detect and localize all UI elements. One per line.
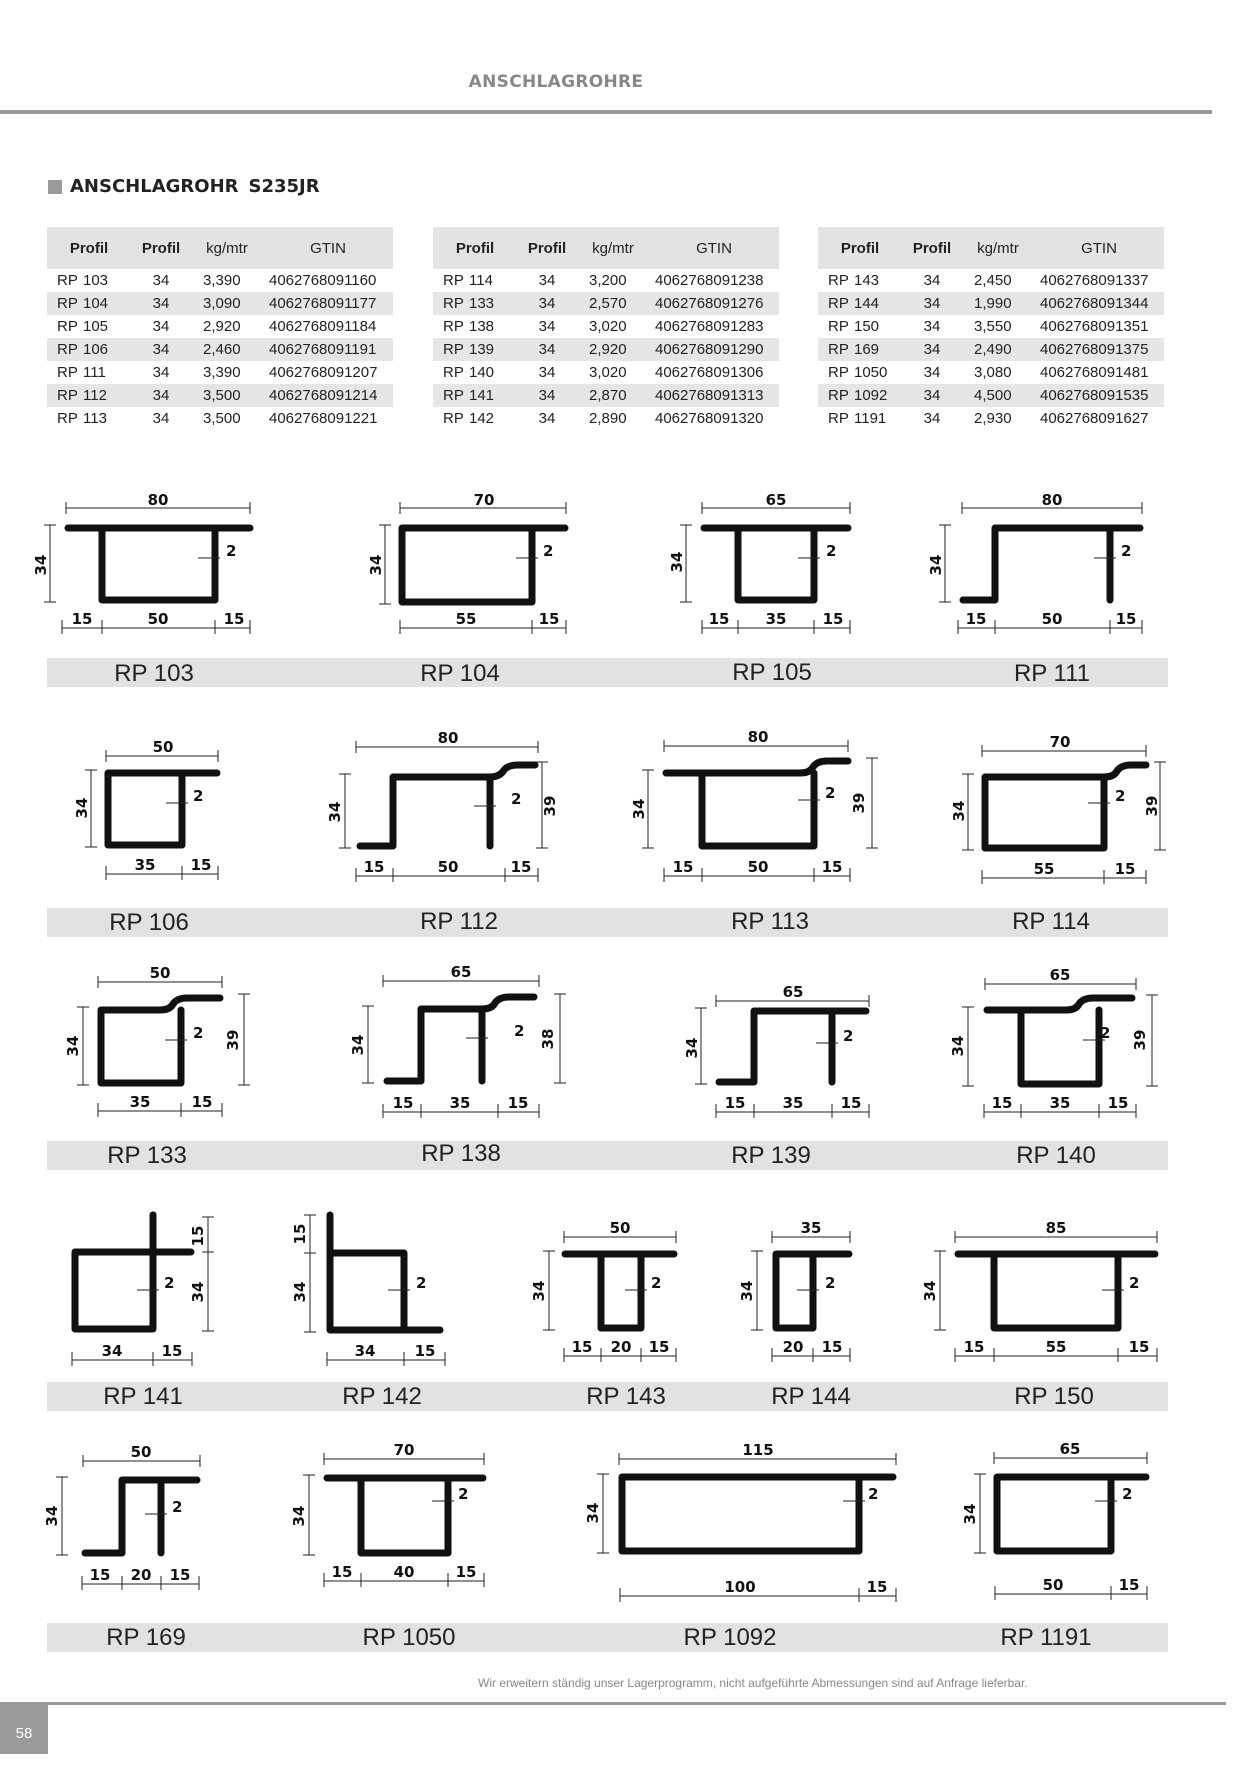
profile-rp143-drawing xyxy=(530,1219,676,1362)
dim-height-2: 39 xyxy=(541,795,559,817)
dim-mid: 100 xyxy=(724,1578,756,1596)
gtin-cell: 4062768091306 xyxy=(655,364,764,381)
dim-height: 34 xyxy=(326,801,344,823)
dim-mid: 40 xyxy=(393,1563,415,1581)
profile-number-cell: 113 xyxy=(83,410,107,427)
dim-height: 34 xyxy=(950,800,968,822)
dim-right: 15 xyxy=(538,610,560,628)
dim-right: 15 xyxy=(821,1338,843,1356)
profile-label: RP 138 xyxy=(421,1140,501,1167)
profile-prefix-cell: RP xyxy=(47,384,83,407)
dim-thickness: 2 xyxy=(868,1485,879,1503)
dim-thickness: 2 xyxy=(1129,1274,1140,1292)
gtin-cell: 4062768091337 xyxy=(1040,272,1149,289)
dim-height: 34 xyxy=(949,1035,967,1057)
profile-number-cell: 139 xyxy=(469,338,517,361)
dim-thickness: 2 xyxy=(514,1022,525,1040)
col-header-gtin: GTIN xyxy=(1034,227,1164,269)
profile-height-cell: 34 xyxy=(152,364,170,381)
profile-prefix-cell: RP xyxy=(818,292,854,315)
gtin-cell: 4062768091238 xyxy=(655,272,764,289)
col-header-profil: Profil xyxy=(818,227,902,269)
col-header-kg: kg/mtr xyxy=(191,227,263,269)
dim-height: 34 xyxy=(921,1280,939,1302)
dim-height: 34 xyxy=(367,554,385,576)
dim-thickness: 2 xyxy=(1121,542,1132,560)
profile-label: RP 150 xyxy=(1014,1383,1094,1410)
profile-number-cell: 103 xyxy=(83,272,109,289)
gtin-cell: 4062768091344 xyxy=(1034,292,1164,315)
profile-number-cell: 143 xyxy=(854,272,880,289)
profile-label: RP 104 xyxy=(420,660,500,687)
profile-prefix-cell: RP xyxy=(57,410,78,427)
profile-prefix-cell: RP xyxy=(47,292,83,315)
weight-cell: 2,460 xyxy=(191,338,263,361)
profile-prefix-cell: RP xyxy=(57,272,78,289)
weight-cell: 2,870 xyxy=(577,384,649,407)
profile-number-cell: 144 xyxy=(854,292,902,315)
profile-prefix-cell: RP xyxy=(828,272,849,289)
dim-width: 115 xyxy=(742,1441,774,1459)
dim-right: 15 xyxy=(191,1093,213,1111)
profile-label: RP 140 xyxy=(1016,1142,1096,1169)
dim-width: 65 xyxy=(765,491,787,509)
profile-rp114-drawing xyxy=(950,733,1166,884)
profile-rp144-drawing xyxy=(738,1219,850,1362)
gtin-cell: 4062768091184 xyxy=(269,318,377,335)
profile-label: RP 143 xyxy=(586,1383,666,1410)
weight-cell: 3,500 xyxy=(203,410,241,427)
col-header-kg: kg/mtr xyxy=(577,227,649,269)
profile-height-cell: 34 xyxy=(923,318,941,335)
footer-rule xyxy=(0,1702,1226,1705)
profile-rp1050-drawing xyxy=(290,1441,484,1587)
dim-height: 34 xyxy=(64,1035,82,1057)
dim-right: 15 xyxy=(822,610,844,628)
dim-height: 34 xyxy=(927,554,945,576)
profile-prefix-cell: RP xyxy=(433,384,469,407)
gtin-cell: 4062768091320 xyxy=(655,410,764,427)
gtin-cell: 4062768091276 xyxy=(649,292,779,315)
gtin-cell: 4062768091313 xyxy=(649,384,779,407)
dim-left: 15 xyxy=(965,610,987,628)
profile-height-cell: 34 xyxy=(538,318,556,335)
profile-rp113-drawing xyxy=(630,728,878,882)
dim-width: 80 xyxy=(437,729,459,747)
dim-mid: 35 xyxy=(129,1093,151,1111)
dim-width: 70 xyxy=(473,491,495,509)
col-header-profil: Profil xyxy=(47,227,131,269)
dim-height: 34 xyxy=(291,1281,309,1303)
dim-right: 15 xyxy=(414,1342,436,1360)
dim-left: 15 xyxy=(708,610,730,628)
profile-height-cell: 34 xyxy=(131,384,191,407)
dim-right: 15 xyxy=(223,610,245,628)
dim-height-2: 39 xyxy=(850,792,868,814)
dim-mid: 35 xyxy=(134,856,156,874)
profile-height-cell: 34 xyxy=(923,364,941,381)
dim-right: 15 xyxy=(510,858,532,876)
profile-number-cell: 138 xyxy=(469,318,495,335)
profile-prefix-cell: RP xyxy=(443,272,464,289)
dim-height: 34 xyxy=(630,798,648,820)
dim-thickness: 2 xyxy=(826,542,837,560)
profile-prefix-cell: RP xyxy=(443,364,464,381)
dim-thickness: 2 xyxy=(1100,1024,1111,1042)
profile-rp141-drawing xyxy=(72,1215,214,1366)
dim-mid: 50 xyxy=(147,610,169,628)
dim-left: 15 xyxy=(363,858,385,876)
profile-rp103-drawing xyxy=(32,491,250,634)
dim-thickness: 2 xyxy=(416,1274,427,1292)
dim-thickness: 2 xyxy=(193,787,204,805)
profile-rp104-drawing xyxy=(367,491,566,634)
dim-left: 15 xyxy=(571,1338,593,1356)
dim-mid: 50 xyxy=(1041,610,1063,628)
dim-width: 85 xyxy=(1045,1219,1067,1237)
dim-thickness: 2 xyxy=(1122,1485,1133,1503)
profile-number-cell: 114 xyxy=(469,272,493,289)
dim-right: 15 xyxy=(1118,1576,1140,1594)
profile-rp105-drawing xyxy=(668,491,850,634)
profile-prefix-cell: RP xyxy=(818,338,854,361)
gtin-cell: 4062768091290 xyxy=(649,338,779,361)
profile-number-cell: 112 xyxy=(83,384,131,407)
dim-height: 34 xyxy=(668,551,686,573)
weight-cell: 3,080 xyxy=(974,364,1012,381)
profile-rp138-drawing xyxy=(349,963,566,1118)
section-title: ANSCHLAGROHR xyxy=(70,176,239,197)
profile-rp169-drawing xyxy=(43,1443,200,1590)
weight-cell: 3,200 xyxy=(589,272,627,289)
profile-rp140-drawing xyxy=(949,966,1158,1118)
col-header-profil: Profil xyxy=(433,227,517,269)
dim-width: 50 xyxy=(152,738,174,756)
col-header-profil: Profil xyxy=(517,227,577,269)
profile-number-cell: 1050 xyxy=(854,364,888,381)
dim-mid: 35 xyxy=(1049,1094,1071,1112)
weight-cell: 2,930 xyxy=(974,410,1012,427)
profile-label: RP 1092 xyxy=(683,1624,777,1651)
profile-height-cell: 34 xyxy=(538,272,556,289)
dim-mid: 55 xyxy=(1033,860,1055,878)
profile-height-cell: 34 xyxy=(152,410,170,427)
col-header-kg: kg/mtr xyxy=(962,227,1034,269)
dim-mid: 35 xyxy=(449,1094,471,1112)
profile-label: RP 111 xyxy=(1013,660,1091,687)
dim-height-2: 38 xyxy=(539,1028,557,1050)
profile-prefix-cell: RP xyxy=(47,338,83,361)
dim-height: 34 xyxy=(530,1280,548,1302)
dim-right: 15 xyxy=(840,1094,862,1112)
dim-thickness: 2 xyxy=(172,1498,183,1516)
profile-label: RP 142 xyxy=(342,1383,422,1410)
profile-height-cell: 34 xyxy=(152,318,170,335)
profile-label: RP 141 xyxy=(103,1383,183,1410)
dim-height: 34 xyxy=(32,554,50,576)
profile-label: RP 1191 xyxy=(1000,1624,1092,1651)
dim-mid: 55 xyxy=(1045,1338,1067,1356)
profile-prefix-cell: RP xyxy=(57,364,78,381)
weight-cell: 3,390 xyxy=(203,272,241,289)
weight-cell: 3,390 xyxy=(203,364,241,381)
dim-height-2: 39 xyxy=(1131,1029,1149,1051)
weight-cell: 2,450 xyxy=(974,272,1012,289)
gtin-cell: 4062768091627 xyxy=(1040,410,1149,427)
profile-height-cell: 34 xyxy=(923,410,941,427)
dim-right: 15 xyxy=(1107,1094,1129,1112)
dim-mid: 35 xyxy=(782,1094,804,1112)
dim-left: 15 xyxy=(672,858,694,876)
dim-width: 50 xyxy=(149,964,171,982)
profile-label: RP 112 xyxy=(420,908,498,935)
gtin-cell: 4062768091351 xyxy=(1040,318,1149,335)
weight-cell: 3,500 xyxy=(191,384,263,407)
weight-cell: 3,020 xyxy=(589,364,627,381)
dim-thickness: 2 xyxy=(825,784,836,802)
profile-number-cell: 1191 xyxy=(854,410,887,427)
profile-number-cell: 133 xyxy=(469,292,517,315)
profile-height-cell: 34 xyxy=(517,384,577,407)
col-header-gtin: GTIN xyxy=(263,227,393,269)
dim-right: 15 xyxy=(821,858,843,876)
weight-cell: 3,090 xyxy=(191,292,263,315)
dim-height-2: 15 xyxy=(291,1223,309,1245)
profile-label: RP 114 xyxy=(1012,908,1090,935)
profile-label: RP 1050 xyxy=(362,1624,456,1651)
profile-label: RP 169 xyxy=(106,1624,186,1651)
dim-mid: 34 xyxy=(101,1342,123,1360)
profile-number-cell: 140 xyxy=(469,364,495,381)
page-header-title: ANSCHLAGROHRE xyxy=(468,72,644,92)
dim-right: 15 xyxy=(648,1338,670,1356)
dim-mid: 20 xyxy=(782,1338,804,1356)
profile-height-cell: 34 xyxy=(152,272,170,289)
dim-right: 15 xyxy=(1114,860,1136,878)
profile-prefix-cell: RP xyxy=(818,384,854,407)
profile-rp111-drawing xyxy=(927,491,1142,634)
gtin-cell: 4062768091375 xyxy=(1034,338,1164,361)
profile-height-cell: 34 xyxy=(902,292,962,315)
profile-height-cell: 34 xyxy=(902,384,962,407)
dim-mid: 50 xyxy=(1042,1576,1064,1594)
profile-rp139-drawing xyxy=(683,983,869,1118)
profile-prefix-cell: RP xyxy=(443,318,464,335)
col-header-profil: Profil xyxy=(131,227,191,269)
gtin-cell: 4062768091221 xyxy=(269,410,378,427)
dim-left: 15 xyxy=(331,1563,353,1581)
weight-cell: 2,920 xyxy=(577,338,649,361)
dim-width: 65 xyxy=(450,963,472,981)
dim-thickness: 2 xyxy=(1115,787,1126,805)
profile-rp150-drawing xyxy=(921,1219,1157,1362)
dim-thickness: 2 xyxy=(226,542,237,560)
page-number: 58 xyxy=(0,1702,48,1754)
dim-right: 15 xyxy=(1115,610,1137,628)
profile-number-cell: 142 xyxy=(469,410,495,427)
dim-left: 15 xyxy=(724,1094,746,1112)
dim-width: 50 xyxy=(130,1443,152,1461)
dim-right: 15 xyxy=(866,1578,888,1596)
profile-prefix-cell: RP xyxy=(433,338,469,361)
dim-right: 15 xyxy=(169,1566,191,1584)
dim-height: 34 xyxy=(961,1503,979,1525)
weight-cell: 3,020 xyxy=(589,318,627,335)
dim-right: 15 xyxy=(161,1342,183,1360)
weight-cell: 1,990 xyxy=(962,292,1034,315)
profile-number-cell: 1092 xyxy=(854,384,902,407)
profile-number-cell: 111 xyxy=(83,364,106,381)
dim-height: 34 xyxy=(683,1037,701,1059)
profile-rp1092-drawing xyxy=(584,1441,896,1602)
dim-mid: 35 xyxy=(765,610,787,628)
gtin-cell: 4062768091214 xyxy=(263,384,393,407)
profile-height-cell: 34 xyxy=(538,410,556,427)
profile-height-cell: 34 xyxy=(517,292,577,315)
weight-cell: 2,920 xyxy=(203,318,241,335)
dim-height-2: 39 xyxy=(1143,795,1161,817)
profile-prefix-cell: RP xyxy=(433,292,469,315)
dim-width: 50 xyxy=(609,1219,631,1237)
profile-label: RP 105 xyxy=(732,659,812,686)
profile-height-cell: 34 xyxy=(902,338,962,361)
weight-cell: 4,500 xyxy=(962,384,1034,407)
section-grade: S235JR xyxy=(248,176,320,197)
dim-thickness: 2 xyxy=(511,790,522,808)
gtin-cell: 4062768091481 xyxy=(1040,364,1149,381)
dim-right: 15 xyxy=(455,1563,477,1581)
profile-number-cell: 169 xyxy=(854,338,902,361)
dim-height: 34 xyxy=(349,1034,367,1056)
profile-prefix-cell: RP xyxy=(57,318,78,335)
profile-prefix-cell: RP xyxy=(828,318,849,335)
profile-height-cell: 34 xyxy=(131,338,191,361)
dim-width: 70 xyxy=(393,1441,415,1459)
dim-mid: 34 xyxy=(354,1342,376,1360)
dim-width: 65 xyxy=(1059,1440,1081,1458)
profile-height-cell: 34 xyxy=(517,338,577,361)
profile-number-cell: 105 xyxy=(83,318,109,335)
profile-number-cell: 104 xyxy=(83,292,131,315)
dim-height: 34 xyxy=(189,1281,207,1303)
dim-width: 65 xyxy=(782,983,804,1001)
gtin-cell: 4062768091283 xyxy=(655,318,764,335)
profile-prefix-cell: RP xyxy=(828,364,849,381)
dim-width: 65 xyxy=(1049,966,1071,984)
profile-rp133-drawing xyxy=(64,964,250,1117)
profile-label: RP 133 xyxy=(107,1142,187,1169)
profile-height-cell: 34 xyxy=(538,364,556,381)
profile-label: RP 139 xyxy=(731,1142,811,1169)
profile-rp1191-drawing xyxy=(961,1440,1147,1600)
profile-label: RP 144 xyxy=(771,1383,851,1410)
profile-rp112-drawing xyxy=(326,729,559,882)
dim-thickness: 2 xyxy=(164,1274,175,1292)
dim-mid: 50 xyxy=(437,858,459,876)
dim-mid: 20 xyxy=(130,1566,152,1584)
profile-number-cell: 150 xyxy=(854,318,880,335)
gtin-cell: 4062768091177 xyxy=(263,292,393,315)
profile-label: RP 113 xyxy=(731,908,809,935)
gtin-cell: 4062768091207 xyxy=(269,364,378,381)
gtin-cell: 4062768091160 xyxy=(269,272,377,289)
dim-width: 70 xyxy=(1049,733,1071,751)
profile-rp106-drawing xyxy=(73,738,218,880)
weight-cell: 2,490 xyxy=(962,338,1034,361)
dim-height: 34 xyxy=(738,1280,756,1302)
dim-width: 80 xyxy=(147,491,169,509)
dim-mid: 55 xyxy=(455,610,477,628)
profile-label: RP 103 xyxy=(114,660,194,687)
dim-left: 15 xyxy=(89,1566,111,1584)
dim-mid: 20 xyxy=(610,1338,632,1356)
dim-width: 35 xyxy=(800,1219,822,1237)
dim-thickness: 2 xyxy=(651,1274,662,1292)
dim-thickness: 2 xyxy=(825,1274,836,1292)
dim-width: 80 xyxy=(1041,491,1063,509)
dim-width: 80 xyxy=(747,728,769,746)
dim-left: 15 xyxy=(71,610,93,628)
weight-cell: 3,550 xyxy=(974,318,1012,335)
dim-left: 15 xyxy=(991,1094,1013,1112)
profile-height-cell: 34 xyxy=(131,292,191,315)
weight-cell: 2,890 xyxy=(589,410,627,427)
dim-height: 34 xyxy=(290,1505,308,1527)
footer-note: Wir erweitern ständig unser Lagerprogramm, nicht aufgeführte Abmessungen sind auf Anfrage lieferbar. xyxy=(478,1676,1028,1690)
dim-height: 34 xyxy=(43,1505,61,1527)
profile-number-cell: 141 xyxy=(469,384,517,407)
dim-thickness: 2 xyxy=(543,542,554,560)
dim-right: 15 xyxy=(190,856,212,874)
dim-thickness: 2 xyxy=(843,1027,854,1045)
weight-cell: 2,570 xyxy=(577,292,649,315)
gtin-cell: 4062768091191 xyxy=(263,338,393,361)
dim-height: 34 xyxy=(584,1502,602,1524)
dim-right: 15 xyxy=(507,1094,529,1112)
profile-number-cell: 106 xyxy=(83,338,131,361)
profile-prefix-cell: RP xyxy=(828,410,849,427)
col-header-gtin: GTIN xyxy=(649,227,779,269)
col-header-profil: Profil xyxy=(902,227,962,269)
dim-left: 15 xyxy=(392,1094,414,1112)
dim-mid: 50 xyxy=(747,858,769,876)
profile-label: RP 106 xyxy=(109,909,189,936)
dim-height-2: 39 xyxy=(224,1029,242,1051)
gtin-cell: 4062768091535 xyxy=(1034,384,1164,407)
dim-height: 34 xyxy=(73,797,91,819)
dim-thickness: 2 xyxy=(193,1024,204,1042)
profile-height-cell: 34 xyxy=(923,272,941,289)
dim-left: 15 xyxy=(963,1338,985,1356)
dim-thickness: 2 xyxy=(458,1485,469,1503)
profile-rp142-drawing xyxy=(291,1215,445,1366)
dim-right: 15 xyxy=(1128,1338,1150,1356)
dim-height-2: 15 xyxy=(189,1225,207,1247)
profile-prefix-cell: RP xyxy=(443,410,464,427)
